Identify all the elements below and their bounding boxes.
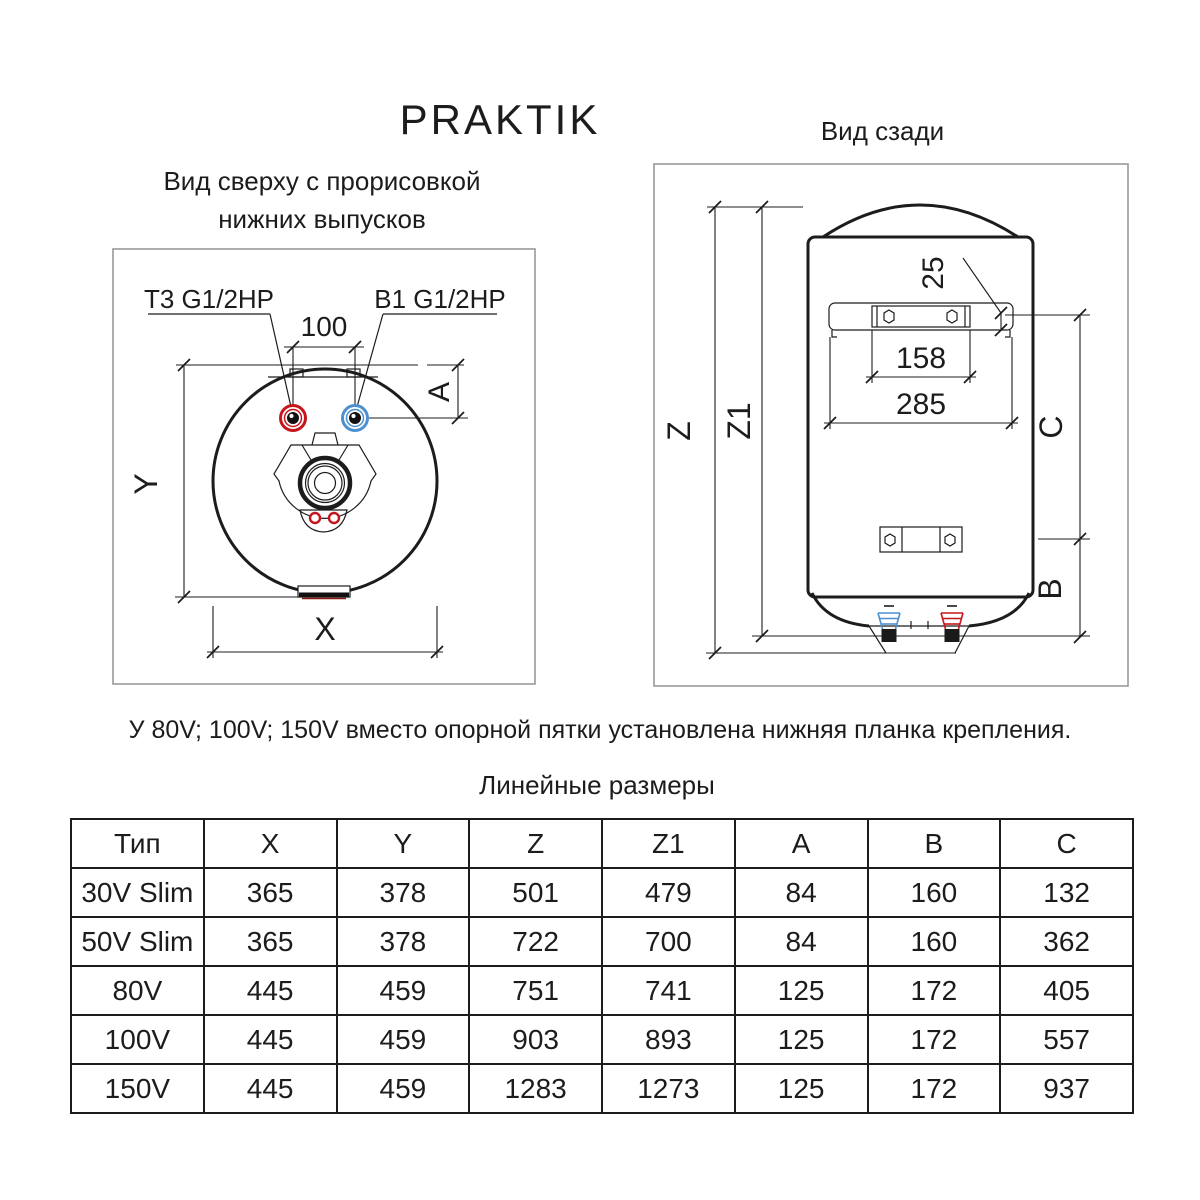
table-row: [71, 819, 1133, 868]
dim-b-label: B: [1032, 578, 1068, 600]
flange-assembly: [274, 433, 376, 532]
value-cell: 445: [204, 1064, 337, 1113]
cold-inlet-pipe: [878, 606, 900, 642]
element-contact-right: [329, 513, 339, 523]
mounting-note: У 80V; 100V; 150V вместо опорной пятки установлена нижняя планка крепления.: [128, 716, 1072, 744]
hot-outlet-pipe: [941, 606, 963, 642]
table-row: [71, 868, 1133, 917]
value-cell: 365: [204, 868, 337, 917]
table-body: [71, 868, 1133, 1113]
lower-bracket: [880, 527, 962, 552]
column-header: A: [735, 819, 868, 868]
value-cell: 84: [735, 917, 868, 966]
value-cell: 378: [337, 917, 470, 966]
dim-100: [284, 311, 364, 405]
page-title: PRAKTIK: [399, 96, 601, 143]
dim-z-label: Z: [661, 421, 697, 441]
dim-a-label: A: [423, 381, 456, 403]
value-cell: 125: [735, 1064, 868, 1113]
column-header: B: [868, 819, 1001, 868]
dim-25-label: 25: [917, 256, 950, 290]
table-title: Линейные размеры: [479, 770, 715, 800]
top-view-title-line1: Вид сверху с прорисовкой: [163, 166, 481, 196]
model-cell: 100V: [71, 1015, 204, 1064]
dim-b: [1032, 539, 1086, 643]
dim-158-label: 158: [895, 342, 947, 375]
table-row: [71, 966, 1133, 1015]
value-cell: 172: [868, 966, 1001, 1015]
rear-view-title: Вид сзади: [820, 116, 945, 146]
support-foot: [298, 586, 350, 599]
column-header: C: [1000, 819, 1133, 868]
dimensions-table: [70, 818, 1134, 1114]
value-cell: 365: [204, 917, 337, 966]
model-cell: 30V Slim: [71, 868, 204, 917]
dim-c: [1005, 309, 1090, 545]
value-cell: 172: [868, 1015, 1001, 1064]
dim-100-label: 100: [300, 311, 348, 342]
table-row: [71, 1064, 1133, 1113]
value-cell: 445: [204, 1015, 337, 1064]
column-header: Тип: [71, 819, 204, 868]
dim-y: [128, 359, 464, 603]
column-header: Y: [337, 819, 470, 868]
dim-y-label: Y: [128, 473, 164, 495]
tank-outline: [213, 369, 437, 593]
value-cell: 893: [602, 1015, 735, 1064]
table-header-row: [71, 819, 1133, 868]
value-cell: 362: [1000, 917, 1133, 966]
value-cell: 125: [735, 966, 868, 1015]
value-cell: 160: [868, 917, 1001, 966]
element-contact-left: [310, 513, 320, 523]
upper-bracket: [829, 303, 1013, 337]
hot-port: [281, 406, 306, 431]
value-cell: 378: [337, 868, 470, 917]
dim-c-label: C: [1033, 415, 1069, 439]
value-cell: 700: [602, 917, 735, 966]
value-cell: 751: [469, 966, 602, 1015]
value-cell: 172: [868, 1064, 1001, 1113]
table-row: [71, 917, 1133, 966]
cold-port: [343, 406, 368, 431]
column-header: Z: [469, 819, 602, 868]
value-cell: 84: [735, 868, 868, 917]
dim-158: [866, 330, 976, 383]
dim-z1-label: Z1: [721, 402, 757, 440]
table-row: [71, 1015, 1133, 1064]
value-cell: 479: [602, 868, 735, 917]
top-view-title-line2: нижних выпусков: [218, 204, 426, 234]
cold-port-label: В1 G1/2HP: [374, 284, 506, 314]
value-cell: 937: [1000, 1064, 1133, 1113]
dim-a: [369, 359, 468, 424]
column-header: X: [204, 819, 337, 868]
column-header: Z1: [602, 819, 735, 868]
value-cell: 903: [469, 1015, 602, 1064]
value-cell: 557: [1000, 1015, 1133, 1064]
value-cell: 405: [1000, 966, 1133, 1015]
hot-port-callout: [144, 284, 291, 407]
value-cell: 1283: [469, 1064, 602, 1113]
value-cell: 125: [735, 1015, 868, 1064]
value-cell: 445: [204, 966, 337, 1015]
value-cell: 459: [337, 966, 470, 1015]
hot-port-label: Т3 G1/2HP: [143, 284, 275, 314]
value-cell: 741: [602, 966, 735, 1015]
tank-dome: [823, 205, 1018, 237]
value-cell: 722: [469, 917, 602, 966]
value-cell: 459: [337, 1015, 470, 1064]
model-cell: 80V: [71, 966, 204, 1015]
dim-x: [207, 606, 443, 658]
value-cell: 501: [469, 868, 602, 917]
rear-view-drawing: [653, 163, 1129, 687]
dim-x-label: X: [314, 611, 336, 647]
model-cell: 150V: [71, 1064, 204, 1113]
value-cell: 459: [337, 1064, 470, 1113]
model-cell: 50V Slim: [71, 917, 204, 966]
value-cell: 132: [1000, 868, 1133, 917]
top-view-drawing: [112, 248, 536, 685]
value-cell: 1273: [602, 1064, 735, 1113]
value-cell: 160: [868, 868, 1001, 917]
tank-bottom: [812, 593, 1029, 653]
dim-285-label: 285: [895, 388, 947, 421]
